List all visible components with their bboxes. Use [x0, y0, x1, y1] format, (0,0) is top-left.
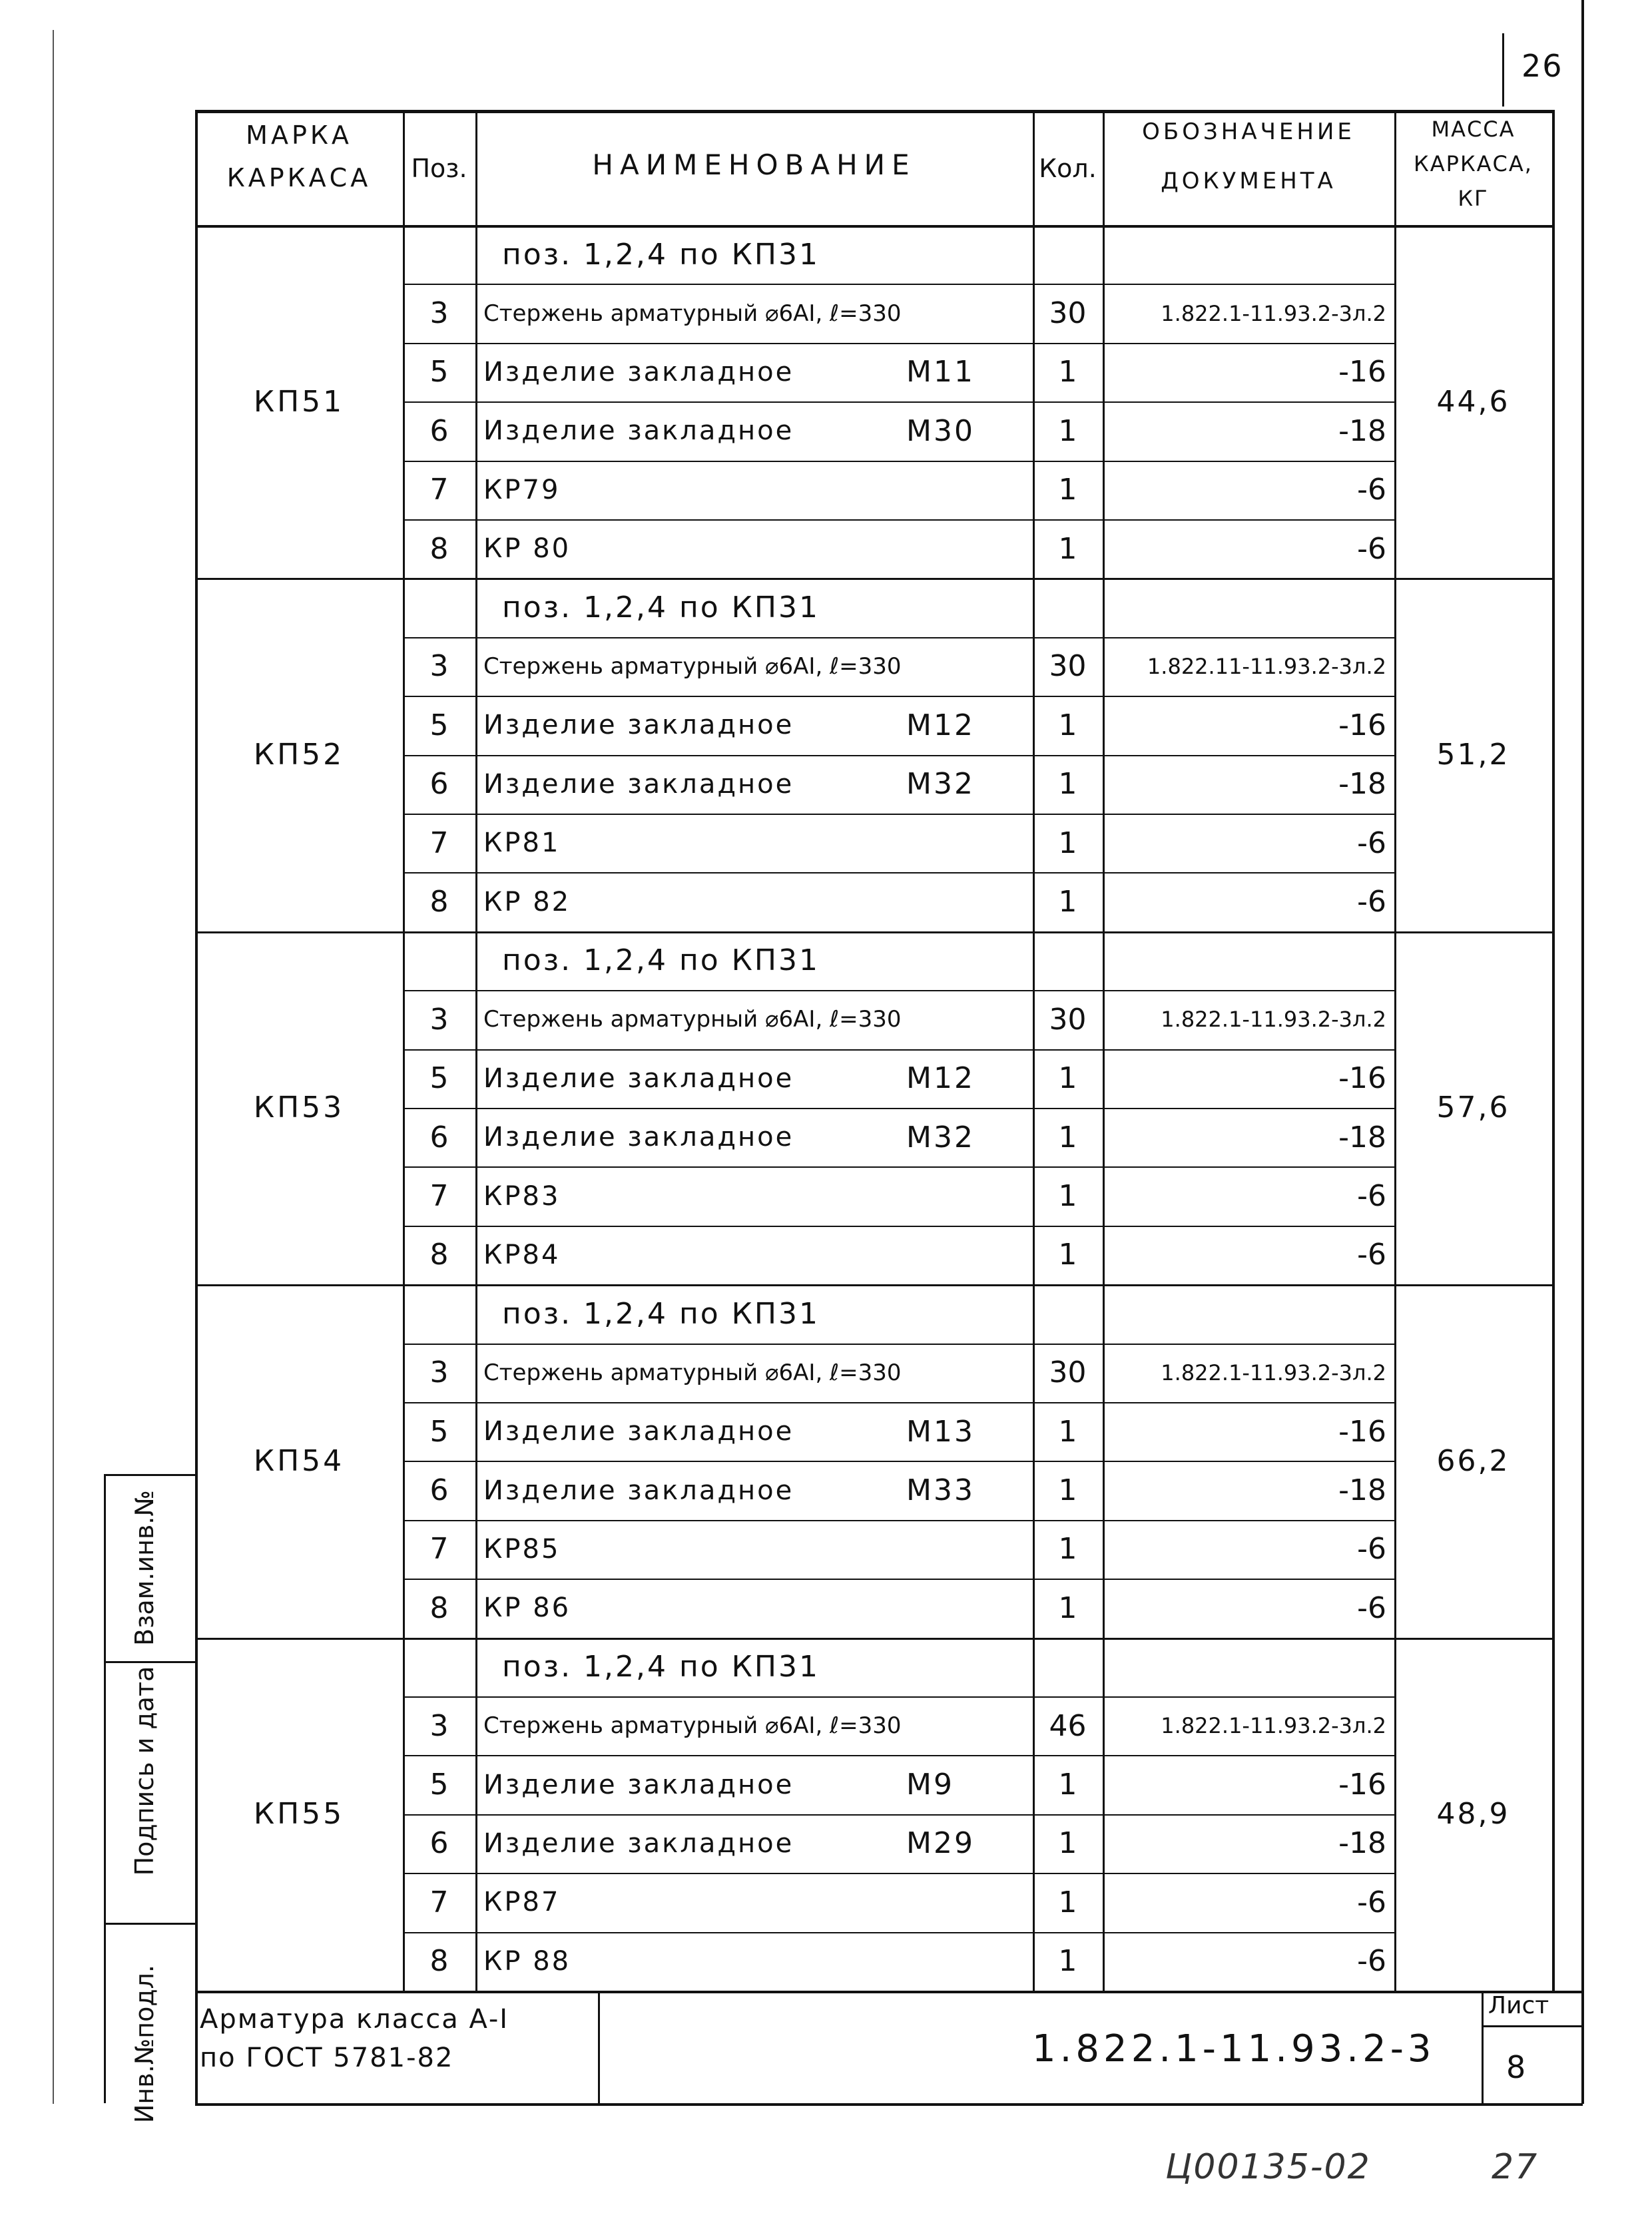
row-pos: 3: [429, 1356, 449, 1390]
stamp-divider: [104, 1923, 195, 1925]
title-block-divider: [598, 1991, 600, 2103]
row-qty: 30: [1049, 296, 1087, 331]
row-name: Стержень арматурный ⌀6АI, ℓ=330: [483, 1359, 902, 1386]
row-qty: 1: [1058, 355, 1077, 389]
row-pos: 5: [429, 1061, 449, 1096]
row-qty: 46: [1049, 1708, 1087, 1743]
stamp-left-border: [104, 1474, 106, 2103]
row-doc: 1.822.1-11.93.2-3л.2: [1161, 1007, 1386, 1033]
right-frame-line: [1581, 0, 1584, 2104]
frame-mass: 57,6: [1436, 1091, 1510, 1125]
reinforcement-note-line2: по ГОСТ 5781-82: [200, 2043, 454, 2073]
row-qty: 1: [1058, 708, 1077, 742]
row-pos: 7: [429, 1885, 449, 1919]
row-pos: 8: [429, 1591, 449, 1625]
title-block-top: [195, 1991, 1583, 1993]
row-qty: [1033, 1638, 1103, 1696]
frame-mark: КП52: [253, 738, 345, 772]
row-doc: [1108, 1284, 1386, 1343]
row-embedded-mark: М32: [906, 1120, 975, 1154]
row-name: КР 82: [483, 886, 571, 917]
row-qty: 1: [1058, 1826, 1077, 1861]
row-embedded-mark: М12: [906, 1061, 975, 1096]
row-qty: 1: [1058, 1414, 1077, 1449]
row-doc: -18: [1338, 1826, 1386, 1861]
header-doc-line2: ДОКУМЕНТА: [1161, 168, 1336, 194]
row-name: Стержень арматурный ⌀6АI, ℓ=330: [483, 652, 902, 680]
header-mass-line1: МАССА: [1431, 117, 1515, 142]
frame-mass: 66,2: [1436, 1443, 1510, 1478]
row-name: Изделие закладное: [483, 1475, 794, 1506]
header-doc-line1: ОБОЗНАЧЕНИЕ: [1142, 119, 1355, 145]
row-doc: -16: [1338, 708, 1386, 742]
row-doc: 1.822.1-11.93.2-3л.2: [1161, 1713, 1386, 1739]
row-pos: 8: [429, 1944, 449, 1979]
row-qty: [1033, 578, 1103, 636]
row-doc: -6: [1357, 885, 1386, 919]
row-qty: 1: [1058, 1238, 1077, 1272]
row-qty: 1: [1058, 767, 1077, 802]
row-qty: 1: [1058, 1944, 1077, 1979]
corner-box-left: [1502, 33, 1504, 107]
document-code: 1.822.1-11.93.2-3: [1032, 2027, 1436, 2071]
row-doc: -16: [1338, 1061, 1386, 1096]
header-pos: Поз.: [411, 154, 467, 183]
row-pos: 3: [429, 1002, 449, 1037]
row-name: КР84: [483, 1239, 561, 1270]
stamp-top-border: [104, 1474, 195, 1476]
row-pos: 6: [429, 1120, 449, 1154]
frame-mark: КП53: [253, 1091, 345, 1125]
row-pos: 3: [429, 649, 449, 684]
row-doc: [1108, 578, 1386, 636]
archive-code: Ц00135-02: [1165, 2147, 1371, 2187]
row-qty: 30: [1049, 649, 1087, 684]
row-embedded-mark: М30: [906, 413, 975, 448]
stamp-replace-inv: Взам.инв.№: [130, 1490, 159, 1646]
sheet-label: Лист: [1488, 1992, 1549, 2019]
row-qty: 1: [1058, 1061, 1077, 1096]
row-pos: 7: [429, 473, 449, 507]
row-doc: -18: [1338, 767, 1386, 802]
header-mass: [1394, 112, 1552, 216]
row-qty: [1033, 1284, 1103, 1343]
header-mass-line2: КАРКАСА,: [1414, 151, 1533, 176]
row-doc: -6: [1357, 826, 1386, 860]
row-doc: -6: [1357, 1885, 1386, 1919]
row-name: Изделие закладное: [483, 356, 794, 387]
frame-mark: КП51: [253, 384, 345, 419]
header-mark: [195, 117, 403, 196]
row-name: КР83: [483, 1180, 561, 1212]
row-name: поз. 1,2,4 по КП31: [502, 1296, 820, 1331]
sheet-number: 8: [1506, 2049, 1527, 2085]
row-pos: [403, 1284, 475, 1343]
row-embedded-mark: М32: [906, 767, 975, 802]
row-qty: 1: [1058, 473, 1077, 507]
row-pos: 6: [429, 767, 449, 802]
row-embedded-mark: М12: [906, 708, 975, 742]
row-qty: 1: [1058, 1473, 1077, 1508]
row-pos: 6: [429, 1473, 449, 1508]
row-doc: -16: [1338, 1414, 1386, 1449]
row-qty: 1: [1058, 1768, 1077, 1802]
row-doc: -18: [1338, 1473, 1386, 1508]
table-top-border: [195, 110, 1552, 113]
row-qty: [1033, 225, 1103, 284]
row-qty: 1: [1058, 1591, 1077, 1625]
frame-mass: 51,2: [1436, 738, 1510, 772]
sheet-label-divider: [1482, 2025, 1581, 2027]
row-doc: -6: [1357, 1944, 1386, 1979]
stamp-sign-date: Подпись и дата: [130, 1666, 159, 1876]
row-doc: -6: [1357, 1238, 1386, 1272]
row-pos: 5: [429, 1414, 449, 1449]
frame-mark: КП55: [253, 1797, 345, 1832]
table-right-border: [1552, 110, 1555, 1991]
row-doc: [1108, 931, 1386, 990]
row-qty: 1: [1058, 1885, 1077, 1919]
row-doc: -6: [1357, 473, 1386, 507]
header-name: НАИМЕНОВАНИЕ: [592, 148, 916, 181]
title-block-bottom: [195, 2103, 1583, 2106]
row-doc: -18: [1338, 413, 1386, 448]
frame-mark: КП54: [253, 1443, 345, 1478]
row-name: поз. 1,2,4 по КП31: [502, 591, 820, 625]
row-qty: 1: [1058, 531, 1077, 566]
row-doc: 1.822.1-11.93.2-3л.2: [1161, 1360, 1386, 1385]
title-block-divider: [1482, 1991, 1484, 2103]
row-name: КР 86: [483, 1593, 571, 1624]
row-name: КР85: [483, 1533, 561, 1565]
header-mark-line1: МАРКА: [246, 121, 352, 150]
row-pos: 5: [429, 708, 449, 742]
row-doc: 1.822.1-11.93.2-3л.2: [1161, 300, 1386, 326]
row-pos: 3: [429, 1708, 449, 1743]
stamp-inv-orig: Инв.№подл.: [130, 1965, 159, 2124]
row-doc: 1.822.11-11.93.2-3л.2: [1147, 653, 1386, 679]
frame-mass: 44,6: [1436, 384, 1510, 419]
page-number: 27: [1492, 2147, 1539, 2187]
row-name: поз. 1,2,4 по КП31: [502, 237, 820, 272]
row-pos: 6: [429, 413, 449, 448]
row-pos: [403, 1638, 475, 1696]
row-doc: [1108, 225, 1386, 284]
row-embedded-mark: М33: [906, 1473, 975, 1508]
row-embedded-mark: М29: [906, 1826, 975, 1861]
row-name: КР 80: [483, 533, 571, 565]
row-qty: 1: [1058, 1179, 1077, 1214]
row-qty: 1: [1058, 413, 1077, 448]
row-doc: -18: [1338, 1120, 1386, 1154]
row-pos: 7: [429, 1532, 449, 1567]
row-doc: -6: [1357, 1179, 1386, 1214]
row-pos: [403, 225, 475, 284]
row-pos: 8: [429, 1238, 449, 1272]
row-pos: 7: [429, 826, 449, 860]
reinforcement-note-line1: Арматура класса А-I: [200, 2004, 509, 2035]
row-pos: 8: [429, 531, 449, 566]
row-name: Изделие закладное: [483, 710, 794, 741]
row-name: КР79: [483, 474, 561, 505]
header-doc: [1103, 113, 1394, 200]
row-pos: [403, 931, 475, 990]
row-name: Изделие закладное: [483, 1416, 794, 1447]
header-mass-line3: КГ: [1458, 186, 1489, 211]
row-pos: [403, 578, 475, 636]
row-pos: 5: [429, 1768, 449, 1802]
row-name: Изделие закладное: [483, 1828, 794, 1859]
row-qty: 1: [1058, 1532, 1077, 1567]
row-name: КР87: [483, 1887, 561, 1918]
left-margin-line: [53, 30, 54, 2104]
row-doc: -6: [1357, 1591, 1386, 1625]
row-pos: 7: [429, 1179, 449, 1214]
row-doc: [1108, 1638, 1386, 1696]
row-name: КР 88: [483, 1945, 571, 1977]
row-pos: 8: [429, 885, 449, 919]
row-pos: 5: [429, 355, 449, 389]
row-pos: 6: [429, 1826, 449, 1861]
row-name: Стержень арматурный ⌀6АI, ℓ=330: [483, 1006, 902, 1033]
row-doc: -6: [1357, 1532, 1386, 1567]
frame-mass: 48,9: [1436, 1797, 1510, 1832]
row-name: Изделие закладное: [483, 415, 794, 447]
row-embedded-mark: М11: [906, 355, 975, 389]
sheet-corner-number: 26: [1521, 48, 1563, 84]
row-name: Стержень арматурный ⌀6АI, ℓ=330: [483, 300, 902, 327]
row-doc: -6: [1357, 531, 1386, 566]
row-embedded-mark: М9: [906, 1768, 954, 1802]
row-name: Стержень арматурный ⌀6АI, ℓ=330: [483, 1712, 902, 1740]
row-qty: 1: [1058, 1120, 1077, 1154]
row-name: поз. 1,2,4 по КП31: [502, 943, 820, 978]
row-name: поз. 1,2,4 по КП31: [502, 1650, 820, 1684]
row-pos: 3: [429, 296, 449, 331]
row-name: Изделие закладное: [483, 1769, 794, 1800]
row-qty: 30: [1049, 1356, 1087, 1390]
row-qty: [1033, 931, 1103, 990]
row-doc: -16: [1338, 1768, 1386, 1802]
row-name: Изделие закладное: [483, 1063, 794, 1094]
row-qty: 1: [1058, 885, 1077, 919]
row-name: Изделие закладное: [483, 1122, 794, 1153]
row-doc: -16: [1338, 355, 1386, 389]
row-embedded-mark: М13: [906, 1414, 975, 1449]
header-mark-line2: КАРКАСА: [226, 163, 372, 192]
row-name: Изделие закладное: [483, 768, 794, 800]
row-name: КР81: [483, 828, 561, 859]
header-qty: Кол.: [1039, 154, 1097, 183]
row-qty: 1: [1058, 826, 1077, 860]
row-qty: 30: [1049, 1002, 1087, 1037]
